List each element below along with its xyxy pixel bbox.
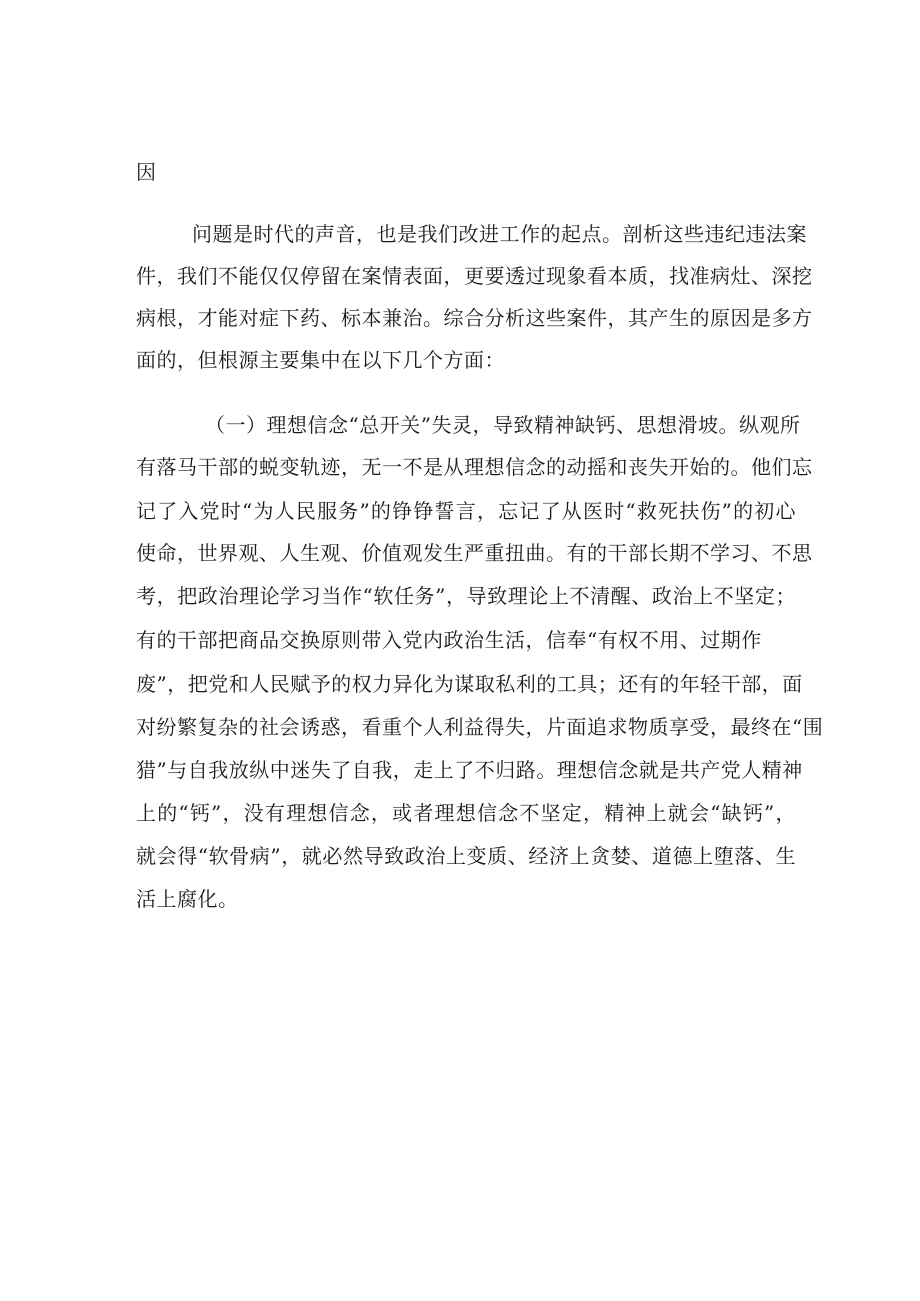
paragraph-line: 猎”与自我放纵中迷失了自我，走上了不归路。理想信念就是共产党人精神: [136, 758, 803, 782]
paragraph-line: 就会得“软骨病”，就必然导致政治上变质、经济上贪婪、道德上堕落、生: [136, 844, 796, 868]
paragraph-line: 有落马干部的蜕变轨迹，无一不是从理想信念的动摇和丧失开始的。他们忘: [136, 455, 813, 479]
paragraph-line: 病根，才能对症下药、标本兼治。综合分析这些案件，其产生的原因是多方: [136, 306, 813, 330]
paragraph-line: 活上腐化。: [136, 887, 239, 911]
paragraph-line: 对纷繁复杂的社会诱惑，看重个人利益得失，片面追求物质享受，最终在“围: [136, 715, 824, 739]
paragraph-line: 使命，世界观、人生观、价值观发生严重扭曲。有的干部长期不学习、不思: [136, 541, 813, 565]
paragraph-line: 面的，但根源主要集中在以下几个方面：: [136, 348, 505, 372]
paragraph-line: 上的“钙”，没有理想信念，或者理想信念不坚定，精神上就会“缺钙”，: [136, 801, 796, 825]
paragraph-line: 废”，把党和人民赋予的权力异化为谋取私利的工具；还有的年轻干部，面: [136, 672, 803, 696]
heading-fragment: 因: [136, 160, 157, 184]
paragraph-line: 考，把政治理论学习当作“软任务”，导致理论上不清醒、政治上不坚定；: [136, 584, 796, 608]
paragraph-line: （一）理想信念“总开关”失灵，导致精神缺钙、思想滑坡。纵观所: [205, 413, 801, 437]
paragraph-line: 有的干部把商品交换原则带入党内政治生活，信奉“有权不用、过期作: [136, 628, 762, 652]
paragraph-line: 问题是时代的声音，也是我们改进工作的起点。剖析这些违纪违法案: [192, 222, 807, 246]
paragraph-line: 记了入党时“为人民服务”的铮铮誓言，忘记了从医时“救死扶伤”的初心: [136, 499, 796, 523]
paragraph-line: 件，我们不能仅仅停留在案情表面，更要透过现象看本质，找准病灶、深挖: [136, 264, 813, 288]
